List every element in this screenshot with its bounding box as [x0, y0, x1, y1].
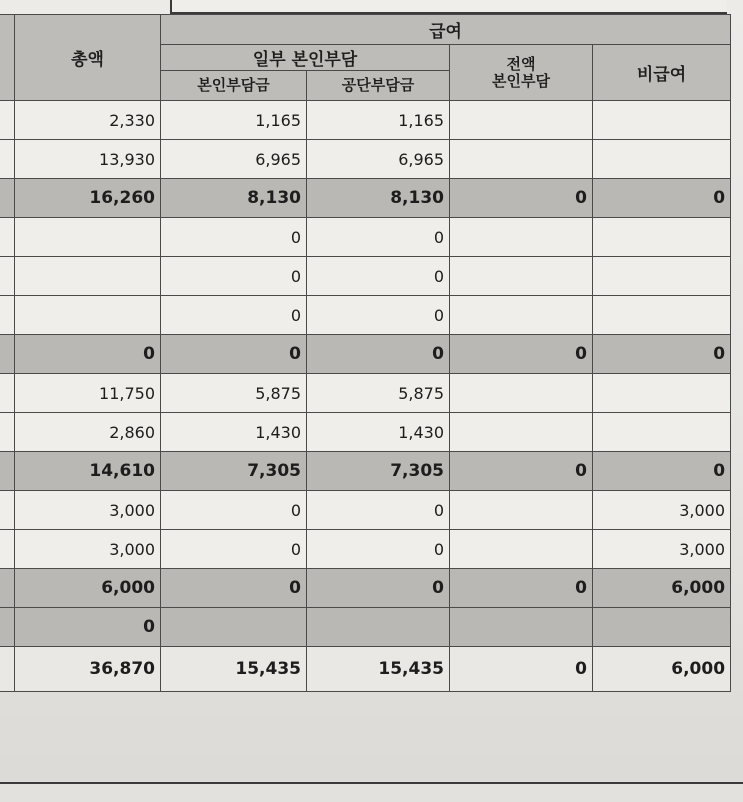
cell-total: 14,610 — [15, 452, 161, 491]
row-label-cell — [0, 608, 15, 647]
header-total: 총액 — [15, 15, 161, 101]
cell-total: 13,930 — [15, 140, 161, 179]
cell-non-covered — [593, 140, 731, 179]
cell-patient-copay: 0 — [161, 218, 307, 257]
row-label-cell — [0, 530, 15, 569]
cell-total: 11,750 — [15, 374, 161, 413]
subtotal-row — [0, 608, 731, 647]
row-label-cell — [0, 569, 15, 608]
row-label-cell — [0, 179, 15, 218]
cell-patient-copay: 15,435 — [161, 647, 307, 692]
cell-total: 2,330 — [15, 101, 161, 140]
cell-full-copay — [450, 257, 593, 296]
cell-full-copay — [450, 296, 593, 335]
header-full-copay: 전액 본인부담 — [450, 45, 593, 101]
table-row — [0, 491, 731, 530]
row-label-cell — [0, 413, 15, 452]
row-label-cell — [0, 101, 15, 140]
cell-non-covered: 0 — [593, 335, 731, 374]
row-label-cell — [0, 140, 15, 179]
cell-patient-copay: 8,130 — [161, 179, 307, 218]
cell-insurer-copay — [307, 608, 450, 647]
cell-total: 6,000 — [15, 569, 161, 608]
cell-insurer-copay: 0 — [307, 218, 450, 257]
cell-patient-copay: 5,875 — [161, 374, 307, 413]
cell-full-copay: 0 — [450, 569, 593, 608]
top-border-strip — [170, 0, 727, 14]
row-label-cell — [0, 257, 15, 296]
cell-full-copay: 0 — [450, 335, 593, 374]
subtotal-row — [0, 335, 731, 374]
cell-full-copay: 0 — [450, 179, 593, 218]
cell-total: 0 — [15, 335, 161, 374]
cell-non-covered — [593, 218, 731, 257]
cell-total: 36,870 — [15, 647, 161, 692]
cell-full-copay: 0 — [450, 452, 593, 491]
cell-insurer-copay: 0 — [307, 296, 450, 335]
cell-total — [15, 257, 161, 296]
cell-non-covered: 6,000 — [593, 569, 731, 608]
cell-insurer-copay: 8,130 — [307, 179, 450, 218]
table-row — [0, 530, 731, 569]
row-label-cell — [0, 452, 15, 491]
row-label-cell — [0, 647, 15, 692]
cell-patient-copay: 7,305 — [161, 452, 307, 491]
table-row — [0, 374, 731, 413]
cell-non-covered — [593, 608, 731, 647]
cell-patient-copay: 6,965 — [161, 140, 307, 179]
cell-non-covered — [593, 296, 731, 335]
header-covered: 급여 — [161, 15, 731, 45]
cell-patient-copay: 0 — [161, 335, 307, 374]
cell-patient-copay — [161, 608, 307, 647]
cell-patient-copay: 0 — [161, 257, 307, 296]
table-row — [0, 140, 731, 179]
cell-insurer-copay: 0 — [307, 257, 450, 296]
cell-non-covered: 3,000 — [593, 491, 731, 530]
cell-full-copay — [450, 491, 593, 530]
header-partial-copay: 일부 본인부담 — [161, 45, 450, 71]
cell-insurer-copay: 1,430 — [307, 413, 450, 452]
cell-non-covered: 3,000 — [593, 530, 731, 569]
cell-insurer-copay: 1,165 — [307, 101, 450, 140]
cell-patient-copay: 0 — [161, 569, 307, 608]
row-label-cell — [0, 335, 15, 374]
row-label-cell — [0, 218, 15, 257]
cell-non-covered — [593, 374, 731, 413]
cell-full-copay — [450, 374, 593, 413]
cell-insurer-copay: 7,305 — [307, 452, 450, 491]
cell-total: 16,260 — [15, 179, 161, 218]
bottom-border-strip — [0, 782, 743, 802]
cell-insurer-copay: 0 — [307, 335, 450, 374]
grand-total-row — [0, 647, 731, 692]
cell-patient-copay: 0 — [161, 296, 307, 335]
row-label-header — [0, 15, 15, 101]
cell-total: 3,000 — [15, 491, 161, 530]
cell-full-copay — [450, 101, 593, 140]
cell-full-copay — [450, 218, 593, 257]
cell-full-copay — [450, 140, 593, 179]
cell-insurer-copay: 6,965 — [307, 140, 450, 179]
header-insurer-copay: 공단부담금 — [307, 71, 450, 101]
fee-table — [0, 14, 731, 692]
header-patient-copay: 본인부담금 — [161, 71, 307, 101]
cell-total — [15, 218, 161, 257]
subtotal-row — [0, 569, 731, 608]
cell-total: 3,000 — [15, 530, 161, 569]
cell-full-copay — [450, 608, 593, 647]
cell-insurer-copay: 15,435 — [307, 647, 450, 692]
table-row — [0, 257, 731, 296]
subtotal-row — [0, 179, 731, 218]
cell-non-covered — [593, 101, 731, 140]
table-row — [0, 413, 731, 452]
cell-insurer-copay: 0 — [307, 569, 450, 608]
cell-insurer-copay: 0 — [307, 491, 450, 530]
cell-insurer-copay: 5,875 — [307, 374, 450, 413]
subtotal-row — [0, 452, 731, 491]
row-label-cell — [0, 491, 15, 530]
header-non-covered: 비급여 — [593, 45, 731, 101]
cell-patient-copay: 0 — [161, 491, 307, 530]
table-row — [0, 218, 731, 257]
cell-full-copay — [450, 413, 593, 452]
row-label-cell — [0, 374, 15, 413]
cell-total — [15, 296, 161, 335]
cell-non-covered: 0 — [593, 179, 731, 218]
cell-patient-copay: 1,430 — [161, 413, 307, 452]
cell-full-copay — [450, 530, 593, 569]
cell-total: 2,860 — [15, 413, 161, 452]
cell-non-covered: 0 — [593, 452, 731, 491]
cell-non-covered: 6,000 — [593, 647, 731, 692]
cell-non-covered — [593, 257, 731, 296]
cell-total: 0 — [15, 608, 161, 647]
cell-insurer-copay: 0 — [307, 530, 450, 569]
table-row — [0, 101, 731, 140]
table-row — [0, 296, 731, 335]
row-label-cell — [0, 296, 15, 335]
cell-non-covered — [593, 413, 731, 452]
cell-full-copay: 0 — [450, 647, 593, 692]
cell-patient-copay: 1,165 — [161, 101, 307, 140]
cell-patient-copay: 0 — [161, 530, 307, 569]
